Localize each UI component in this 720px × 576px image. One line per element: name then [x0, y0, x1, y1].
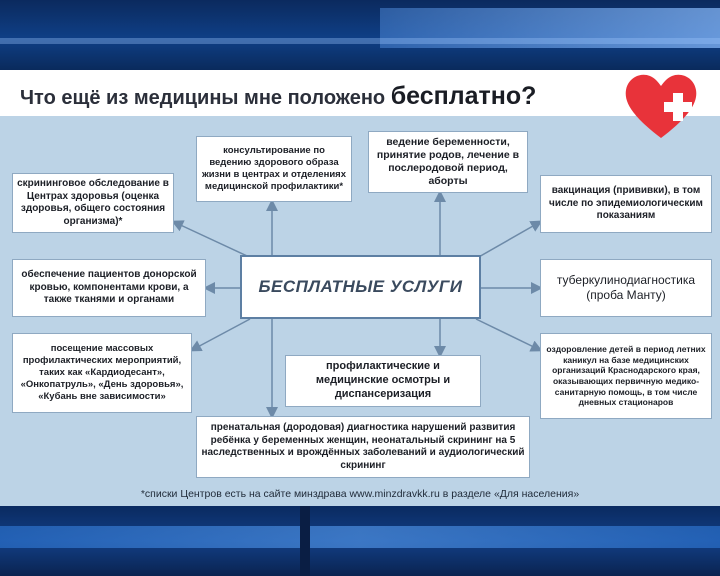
service-screening: скрининговое обследование в Центрах здоровья (оценка здоровья, общего состояния организма)*	[12, 173, 174, 233]
arrow-to-mass-events	[192, 319, 250, 350]
service-tuberculosis: туберкулинодиагностика (проба Манту)	[540, 259, 712, 317]
service-donor: обеспечение пациентов донорской кровью, компонентами крови, а также тканями и органами	[12, 259, 206, 317]
service-healthy-lifestyle: консультирование по ведению здорового образа жизни в центрах и отделениях медицинской профилактики*	[196, 136, 352, 202]
title-lead: Что ещё из медицины мне положено	[20, 87, 386, 109]
service-vaccination: вакцинация (прививки), в том числе по эпидемиологическим показаниям	[540, 175, 712, 233]
footnote: *списки Центров есть на сайте минздрава www.minzdravkk.ru в разделе «Для населения»	[140, 488, 580, 500]
center-free-services: БЕСПЛАТНЫЕ УСЛУГИ	[240, 255, 481, 319]
service-mass-events: посещение массовых профилактических мероприятий, таких как «Кардиодесант», «Онкопатруль», «День здоровья», «Кубань вне зависимости»	[12, 333, 192, 413]
service-children-recovery: оздоровление детей в период летних каникул на базе медицинских организаций Краснодарского края, оказывающих первичную медико-санитарную помощь, в том числе дневных стационаров	[540, 333, 712, 419]
service-checkups: профилактические и медицинские осмотры и диспансеризация	[285, 355, 481, 407]
arrow-to-children	[476, 319, 540, 350]
service-pregnancy: ведение беременности, принятие родов, лечение в послеродовой период, аборты	[368, 131, 528, 193]
title-highlight: бесплатно?	[390, 82, 537, 110]
service-prenatal: пренатальная (дородовая) диагностика нарушений развития ребёнка у беременных женщин, неонатальный скрининг на 5 наследственных и врождённых заболеваний и аудиологический скрининг	[196, 416, 530, 478]
